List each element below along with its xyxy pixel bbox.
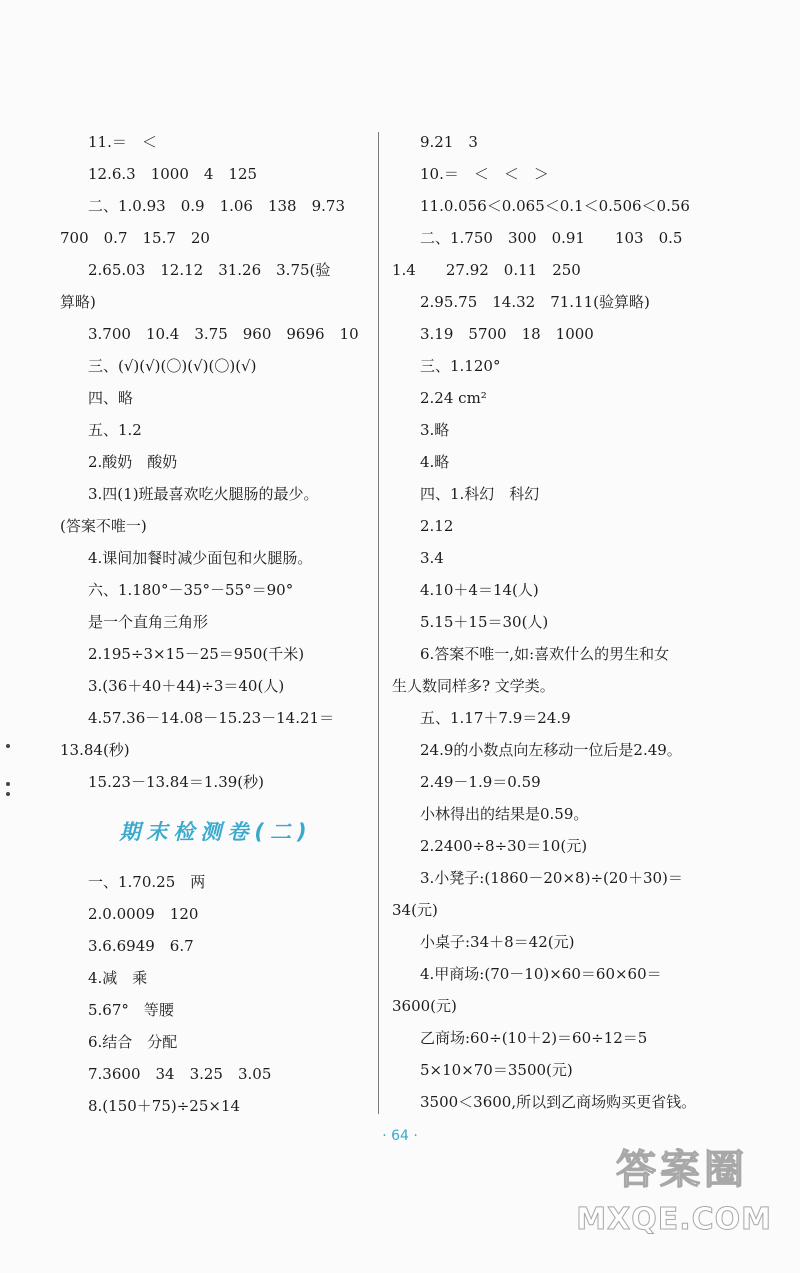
answer-line: 3.6.6949 6.7 bbox=[88, 937, 194, 955]
watermark-url: MXQE.COM bbox=[576, 1202, 772, 1237]
answer-line: 4.略 bbox=[420, 453, 450, 471]
answer-line: 是一个直角三角形 bbox=[88, 613, 209, 631]
answer-line: 五、1.17＋7.9＝24.9 bbox=[420, 709, 571, 727]
answer-line: 5.67° 等腰 bbox=[88, 1001, 174, 1019]
answer-line: (答案不唯一) bbox=[60, 517, 147, 535]
answer-line: 9.21 3 bbox=[420, 133, 478, 151]
answer-line: 小林得出的结果是0.59。 bbox=[420, 805, 589, 823]
answer-line: 2.49－1.9＝0.59 bbox=[420, 773, 541, 791]
answer-line: 2.2400÷8÷30＝10(元) bbox=[420, 837, 588, 855]
answer-line: 4.甲商场:(70－10)×60＝60×60＝ bbox=[420, 965, 662, 983]
answer-line: 四、1.科幻 科幻 bbox=[420, 485, 540, 503]
answer-line: 2.酸奶 酸奶 bbox=[88, 453, 178, 471]
answer-line: 24.9的小数点向左移动一位后是2.49。 bbox=[420, 741, 682, 759]
answer-line: 34(元) bbox=[392, 901, 438, 919]
answer-line: 8.(150＋75)÷25×14 bbox=[88, 1097, 241, 1115]
left-answer-list bbox=[60, 126, 372, 798]
answer-line: 1.4 27.92 0.11 250 bbox=[392, 261, 581, 279]
answer-line: 3.700 10.4 3.75 960 9696 10 bbox=[88, 325, 359, 343]
answer-line: 乙商场:60÷(10＋2)＝60÷12＝5 bbox=[420, 1029, 648, 1047]
binding-dot bbox=[6, 744, 10, 748]
answer-line: 3.小凳子:(1860－20×8)÷(20＋30)＝ bbox=[420, 869, 683, 887]
answer-line: 一、1.70.25 两 bbox=[88, 873, 206, 891]
answer-line: 五、1.2 bbox=[88, 421, 142, 439]
answer-line: 小桌子:34＋8＝42(元) bbox=[420, 933, 575, 951]
left-column bbox=[60, 126, 372, 1122]
answer-line: 三、1.120° bbox=[420, 357, 501, 375]
answer-line: 算略) bbox=[60, 293, 96, 311]
answer-line: 5.15＋15＝30(人) bbox=[420, 613, 549, 631]
answer-line: 4.10＋4＝14(人) bbox=[420, 581, 539, 599]
answer-line: 生人数同样多? 文学类。 bbox=[392, 677, 555, 695]
answer-line: 6.答案不唯一,如:喜欢什么的男生和女 bbox=[420, 645, 670, 663]
answer-line: 3.四(1)班最喜欢吃火腿肠的最少。 bbox=[88, 485, 319, 503]
answer-line: 2.195÷3×15－25＝950(千米) bbox=[88, 645, 305, 663]
answer-line: 10.＝ ＜ ＜ ＞ bbox=[420, 165, 549, 183]
answer-line: 3500＜3600,所以到乙商场购买更省钱。 bbox=[420, 1093, 697, 1111]
answer-line: 2.95.75 14.32 71.11(验算略) bbox=[420, 293, 650, 311]
answer-line: 二、1.750 300 0.91 103 0.5 bbox=[420, 229, 683, 247]
answer-line: 2.0.0009 120 bbox=[88, 905, 199, 923]
binding-dot bbox=[6, 782, 10, 786]
left-answer-list-2 bbox=[60, 866, 372, 1122]
answer-line: 3600(元) bbox=[392, 997, 457, 1015]
answer-line: 6.结合 分配 bbox=[88, 1033, 178, 1051]
answer-line: 三、(√)(√)(〇)(√)(〇)(√) bbox=[88, 357, 257, 375]
answer-line: 11.0.056＜0.065＜0.1＜0.506＜0.56 bbox=[420, 197, 690, 215]
answer-line: 二、1.0.93 0.9 1.06 138 9.73 bbox=[88, 197, 345, 215]
answer-line: 5×10×70＝3500(元) bbox=[420, 1061, 573, 1079]
binding-dot bbox=[6, 792, 10, 796]
answer-line: 4.57.36－14.08－15.23－14.21＝ bbox=[88, 709, 335, 727]
answer-line: 4.课间加餐时减少面包和火腿肠。 bbox=[88, 549, 313, 567]
right-answer-list bbox=[392, 126, 714, 1118]
answer-line: 12.6.3 1000 4 125 bbox=[88, 165, 258, 183]
answer-line: 4.减 乘 bbox=[88, 969, 148, 987]
answer-line: 11.＝ ＜ bbox=[88, 133, 157, 151]
answer-line: 3.略 bbox=[420, 421, 450, 439]
answer-line: 六、1.180°－35°－55°＝90° bbox=[88, 581, 294, 599]
answer-line: 3.4 bbox=[420, 549, 444, 567]
answer-line: 2.65.03 12.12 31.26 3.75(验 bbox=[88, 261, 331, 279]
answer-line: 2.24 cm² bbox=[420, 389, 487, 407]
page-number: · 64 · bbox=[382, 1128, 418, 1144]
answer-line: 7.3600 34 3.25 3.05 bbox=[88, 1065, 272, 1083]
watermark-logo-text: 答案圈 bbox=[616, 1147, 748, 1193]
answer-line: 2.12 bbox=[420, 517, 454, 535]
answer-line: 15.23－13.84＝1.39(秒) bbox=[88, 773, 264, 791]
answer-line: 3.19 5700 18 1000 bbox=[420, 325, 594, 343]
column-divider bbox=[378, 132, 379, 1114]
section-title: 期末检测卷(二) bbox=[119, 820, 313, 844]
right-column bbox=[392, 126, 714, 1118]
answer-line: 700 0.7 15.7 20 bbox=[60, 229, 210, 247]
answer-line: 3.(36＋40＋44)÷3＝40(人) bbox=[88, 677, 285, 695]
answer-line: 13.84(秒) bbox=[60, 741, 130, 759]
answer-line: 四、略 bbox=[88, 389, 134, 407]
